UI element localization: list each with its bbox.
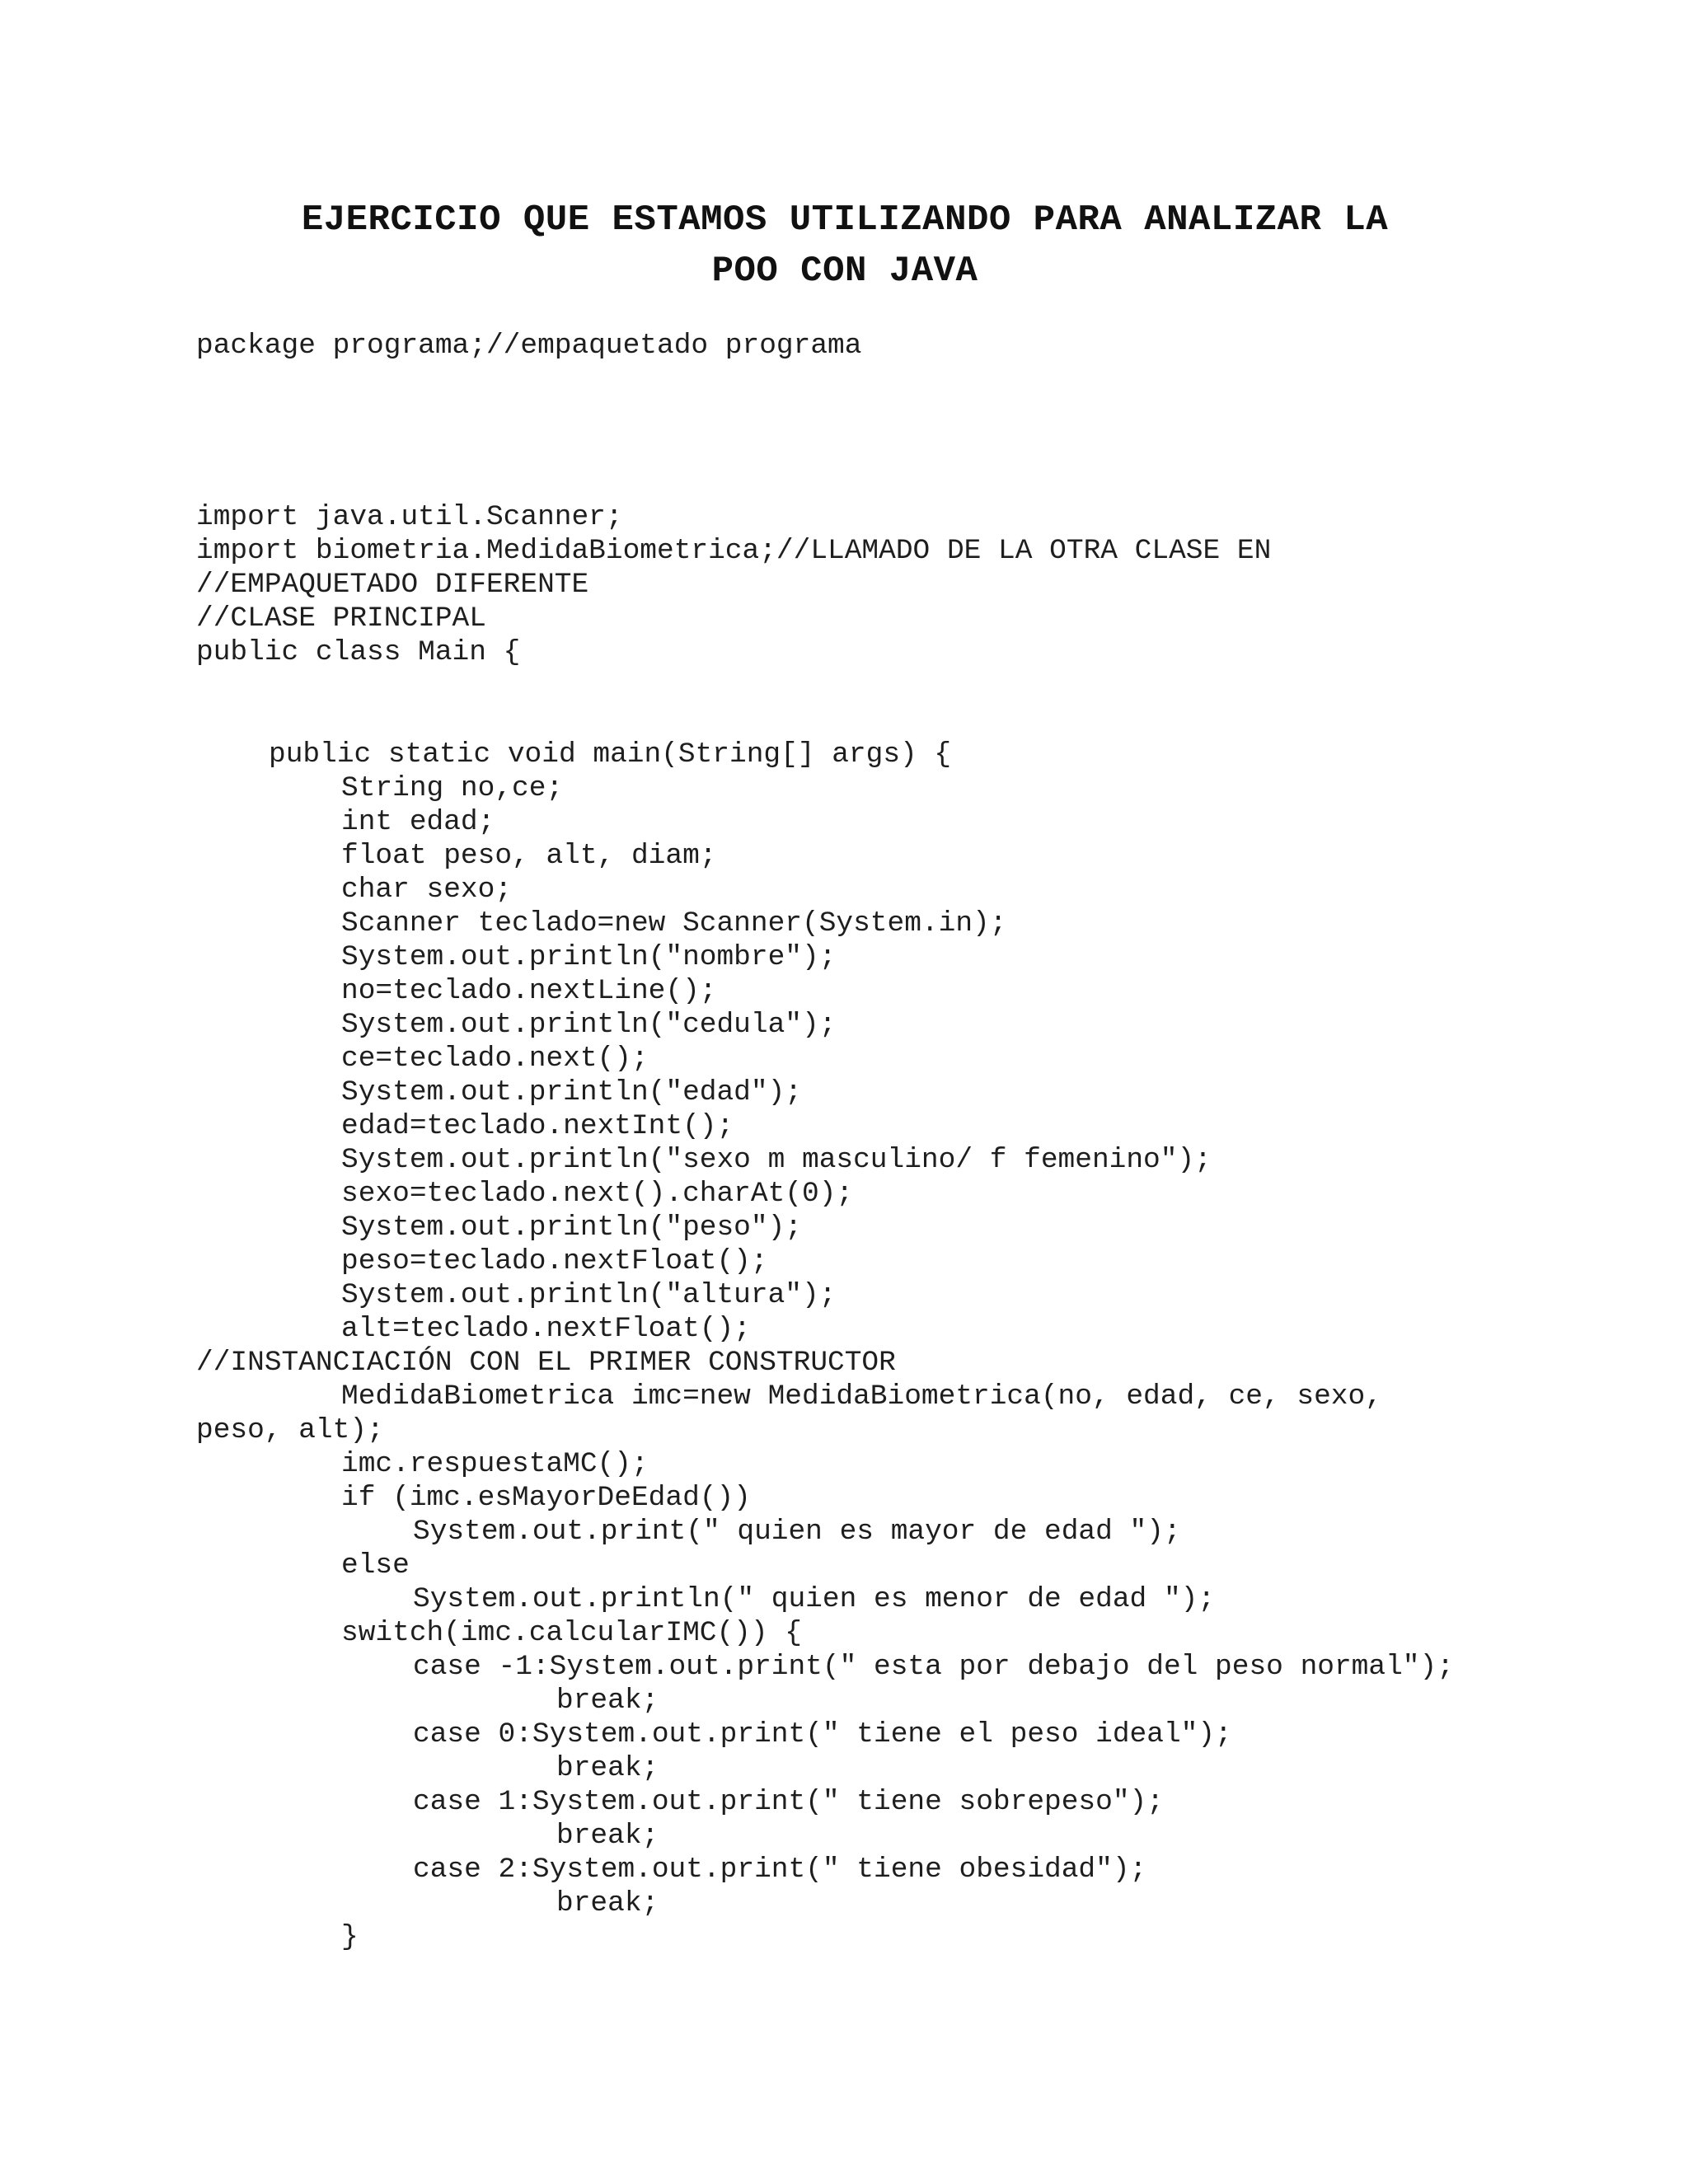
code-line: case 2:System.out.print(" tiene obesidad"); [413, 1854, 1147, 1886]
code-line: switch(imc.calcularIMC()) { [341, 1617, 802, 1649]
title-line-2: POO CON JAVA [711, 251, 978, 292]
code-line: ce=teclado.next(); [341, 1043, 649, 1075]
code-line: System.out.println("nombre"); [341, 941, 837, 973]
document-title [165, 194, 1525, 297]
code-line: //EMPAQUETADO DIFERENTE [196, 569, 589, 601]
code-line: import java.util.Scanner; [196, 501, 623, 533]
code-line: //INSTANCIACIÓN CON EL PRIMER CONSTRUCTOR [196, 1347, 896, 1379]
title-line-1: EJERCICIO QUE ESTAMOS UTILIZANDO PARA ANALIZAR LA [301, 199, 1389, 241]
code-line: //CLASE PRINCIPAL [196, 602, 486, 635]
code-line: peso=teclado.nextFloat(); [341, 1245, 768, 1277]
code-line: public static void main(String[] args) { [269, 738, 952, 771]
code-line: String no,ce; [341, 772, 564, 804]
code-line: else [341, 1549, 410, 1582]
code-line: package programa;//empaquetado programa [196, 330, 862, 362]
code-line: int edad; [341, 806, 495, 838]
code-line: case 0:System.out.print(" tiene el peso ideal"); [413, 1718, 1232, 1750]
code-line: peso, alt); [196, 1414, 384, 1446]
code-line: break; [556, 1820, 659, 1852]
code-line: case 1:System.out.print(" tiene sobrepeso"); [413, 1786, 1164, 1818]
code-line: char sexo; [341, 874, 513, 906]
code-line: imc.respuestaMC(); [341, 1448, 649, 1480]
code-line: System.out.println("peso"); [341, 1212, 802, 1244]
code-line: System.out.println("sexo m masculino/ f femenino"); [341, 1144, 1212, 1176]
code-line: sexo=teclado.next().charAt(0); [341, 1178, 854, 1210]
code-line: break; [556, 1752, 659, 1784]
code-line: if (imc.esMayorDeEdad()) [341, 1482, 751, 1514]
code-line: public class Main { [196, 636, 521, 668]
code-line: MedidaBiometrica imc=new MedidaBiometrica(no, edad, ce, sexo, [341, 1380, 1382, 1413]
code-line: System.out.println(" quien es menor de edad "); [413, 1583, 1216, 1615]
code-line: no=teclado.nextLine(); [341, 975, 717, 1007]
code-line: edad=teclado.nextInt(); [341, 1110, 734, 1142]
code-line: case -1:System.out.print(" esta por debajo del peso normal"); [413, 1651, 1454, 1683]
code-line: System.out.println("edad"); [341, 1076, 802, 1108]
code-line: break; [556, 1685, 659, 1717]
code-line: float peso, alt, diam; [341, 840, 717, 872]
code-line: import biometria.MedidaBiometrica;//LLAMADO DE LA OTRA CLASE EN [196, 535, 1272, 567]
code-line: break; [556, 1887, 659, 1919]
code-line: Scanner teclado=new Scanner(System.in); [341, 907, 1007, 940]
code-line: } [341, 1921, 359, 1953]
code-line: System.out.print(" quien es mayor de edad "); [413, 1516, 1181, 1548]
code-line: alt=teclado.nextFloat(); [341, 1313, 751, 1345]
code-line: System.out.println("altura"); [341, 1279, 837, 1311]
code-line: System.out.println("cedula"); [341, 1009, 837, 1041]
